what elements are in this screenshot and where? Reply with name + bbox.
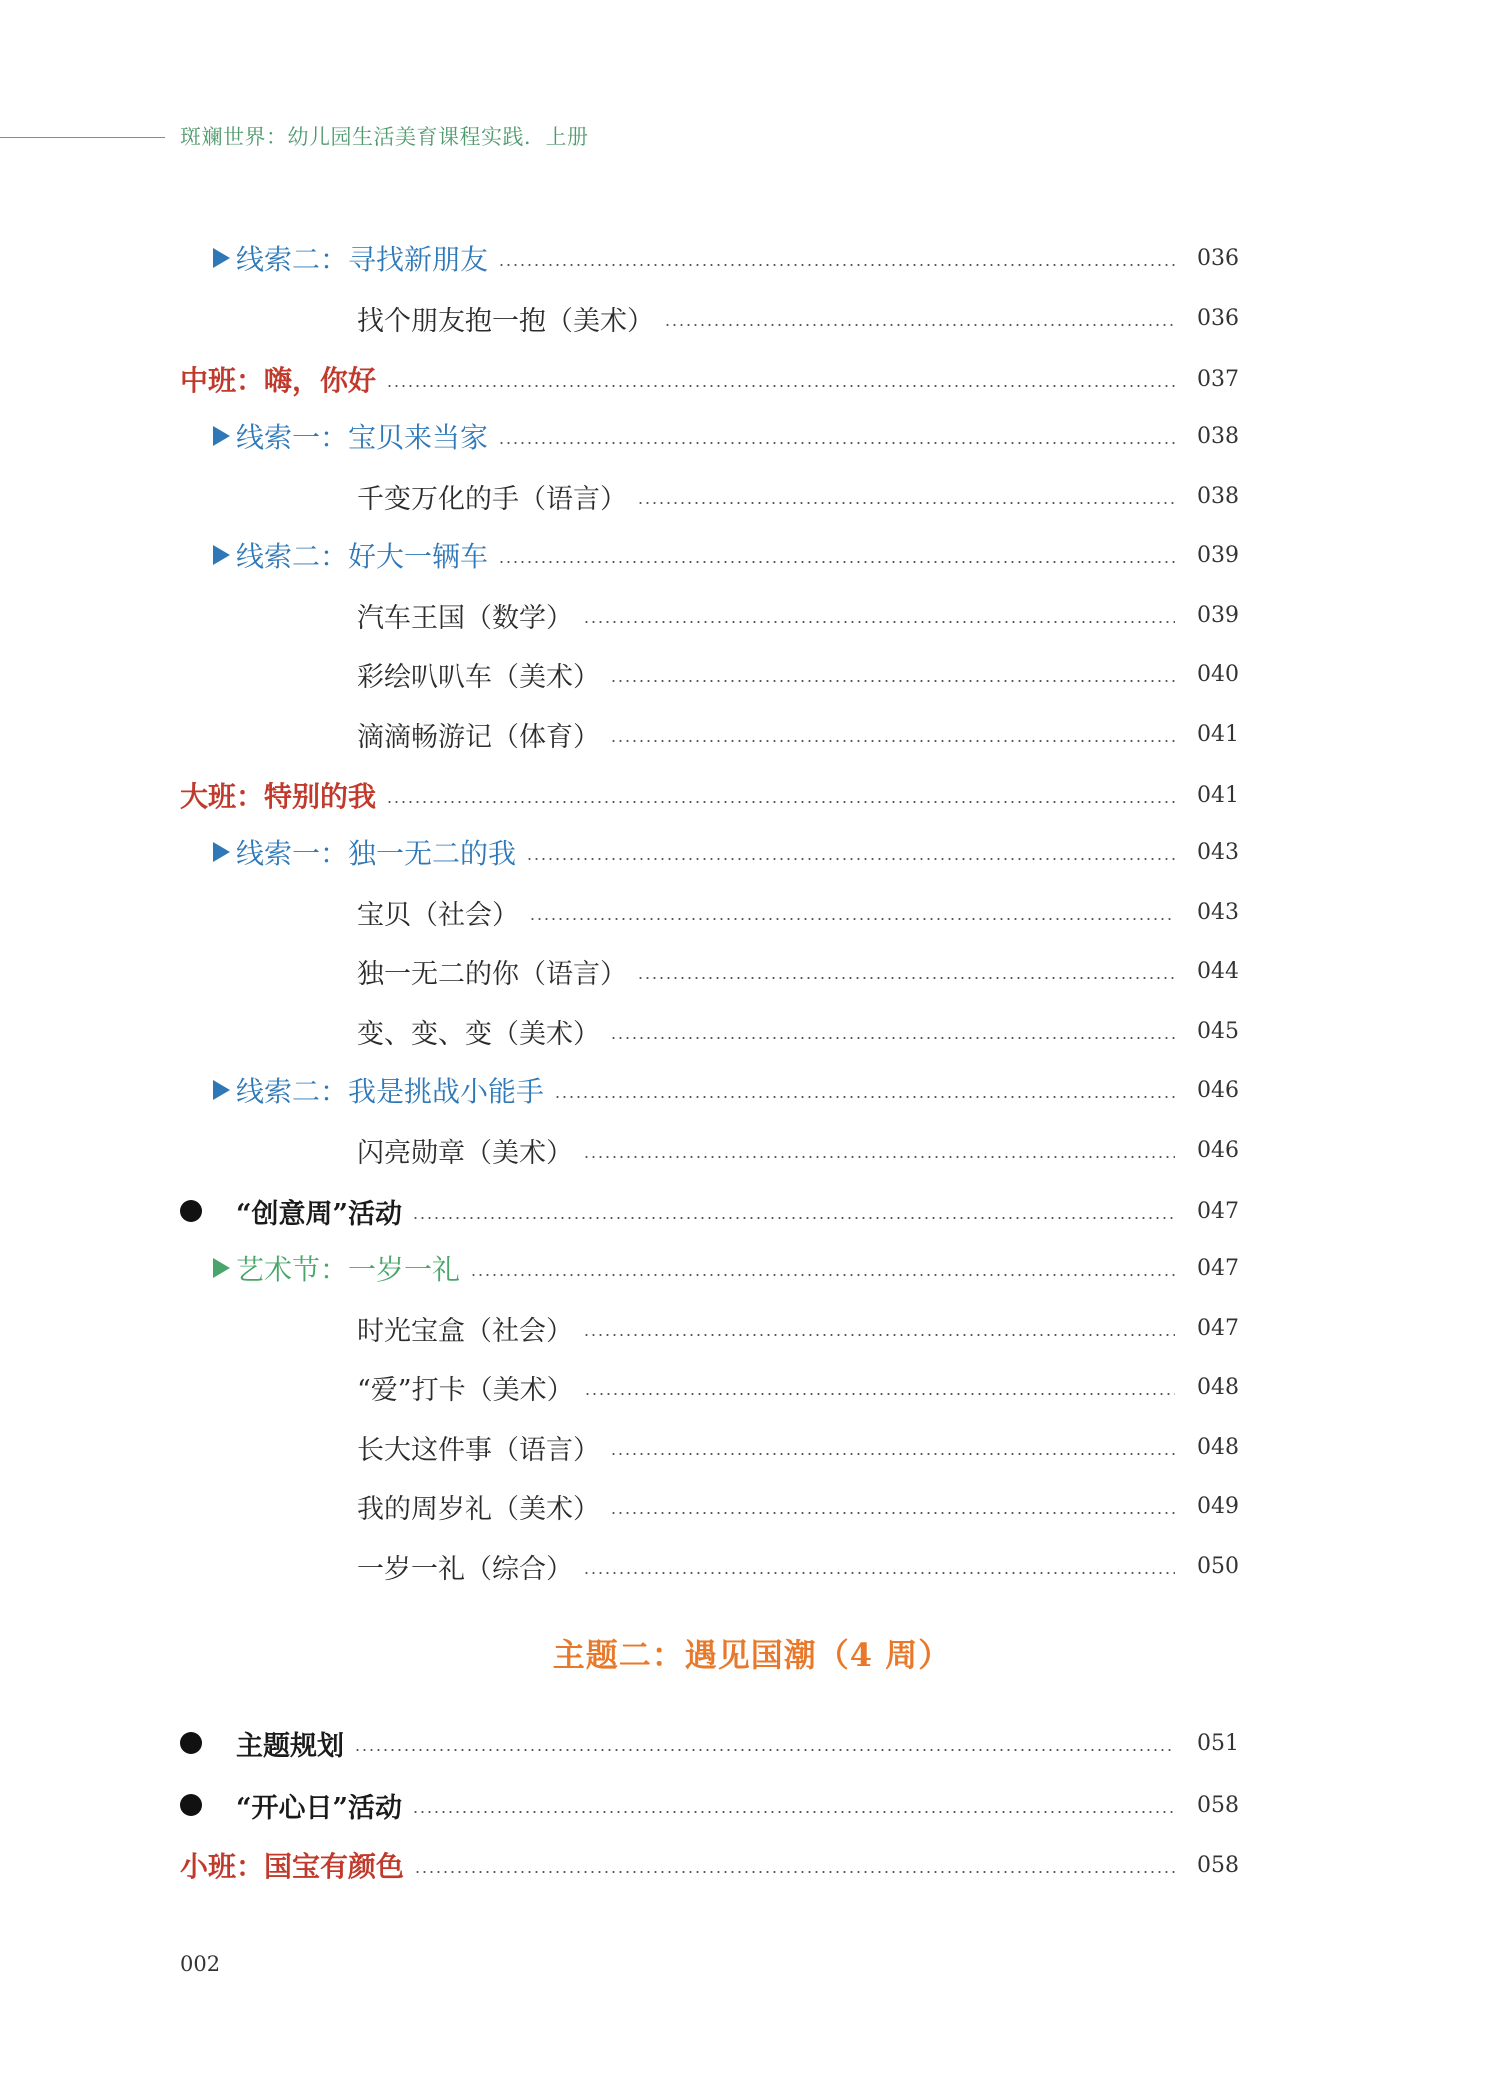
toc-entry-page-number: 036 <box>1197 305 1239 331</box>
bullet-dot-icon <box>180 1794 202 1816</box>
dot-leader <box>583 1128 1175 1172</box>
toc-entry-page-number: 046 <box>1197 1137 1239 1163</box>
toc-entry-page-number: 039 <box>1197 602 1239 628</box>
toc-entry-item[interactable] <box>0 712 1504 756</box>
toc-entry-bullet[interactable] <box>0 1783 1504 1827</box>
toc-entry-item[interactable] <box>0 1009 1504 1053</box>
page-number: 002 <box>180 1952 221 1976</box>
toc-entry-clue[interactable] <box>0 414 1504 458</box>
toc-entry-page-number: 040 <box>1197 661 1239 687</box>
toc-entry-clue[interactable] <box>0 830 1504 874</box>
triangle-arrow-icon <box>213 545 230 565</box>
toc-entry-title <box>357 1547 573 1586</box>
toc-entry-label: 线索二：好大一辆车 <box>236 540 489 573</box>
toc-entry-label: 主题规划 <box>236 1730 344 1762</box>
toc-entry-item[interactable] <box>0 1544 1504 1588</box>
toc-entry-page-number: 048 <box>1197 1374 1239 1400</box>
toc-entry-label: 大班：特别的我 <box>180 780 377 813</box>
toc-entry-page-number: 058 <box>1197 1792 1239 1818</box>
toc-entry-title <box>357 299 654 338</box>
toc-entry-page-number: 036 <box>1197 245 1239 271</box>
toc-entry-label: 闪亮勋章（美术） <box>357 1137 573 1169</box>
toc-entry-item[interactable] <box>0 296 1504 340</box>
toc-entry-title <box>180 775 376 815</box>
toc-entry-title <box>357 1012 600 1051</box>
running-header-title: 斑斓世界：幼儿园生活美育课程实践．上册 <box>180 125 589 149</box>
toc-entry-label: 变、变、变（美术） <box>357 1018 600 1050</box>
toc-entry-label: 一岁一礼（综合） <box>357 1553 573 1585</box>
toc-entry-item[interactable] <box>0 1425 1504 1469</box>
dot-leader <box>583 1306 1175 1350</box>
toc-entry-label: 线索二：寻找新朋友 <box>236 243 489 276</box>
toc-entry-page-number: 058 <box>1197 1852 1239 1878</box>
dot-leader <box>554 1068 1175 1112</box>
toc-entry-page-number: 041 <box>1197 721 1239 747</box>
dot-leader <box>637 474 1175 518</box>
toc-entry-page-number: 047 <box>1197 1315 1239 1341</box>
toc-entry-label: 线索二：我是挑战小能手 <box>236 1075 545 1108</box>
toc-entry-page-number: 051 <box>1197 1730 1239 1756</box>
triangle-arrow-icon <box>213 842 230 862</box>
toc-entry-label: 千变万化的手（语言） <box>357 483 627 515</box>
toc-entry-page-number: 041 <box>1197 782 1239 808</box>
triangle-arrow-icon <box>213 248 230 268</box>
bullet-dot-icon <box>180 1200 202 1222</box>
triangle-arrow-icon <box>213 1258 230 1278</box>
toc-entry-title <box>357 596 573 635</box>
toc-entry-item[interactable] <box>0 652 1504 696</box>
toc-entry-item[interactable] <box>0 1306 1504 1350</box>
dot-leader <box>470 1246 1175 1290</box>
toc-entry-page-number: 038 <box>1197 423 1239 449</box>
dot-leader <box>498 414 1175 458</box>
toc-entry-title <box>213 1070 544 1110</box>
toc-entry-label: “创意周”活动 <box>236 1198 403 1230</box>
toc-entry-page-number: 038 <box>1197 483 1239 509</box>
toc-entry-title <box>213 535 488 575</box>
toc-entry-title <box>213 238 488 278</box>
toc-entry-label: 汽车王国（数学） <box>357 602 573 634</box>
toc-entry-title <box>213 832 516 872</box>
toc-entry-item[interactable] <box>0 593 1504 637</box>
toc-entry-label: 我的周岁礼（美术） <box>357 1493 600 1525</box>
toc-entry-item[interactable] <box>0 474 1504 518</box>
dot-leader <box>610 1484 1175 1528</box>
toc-entry-label: 时光宝盒（社会） <box>357 1315 573 1347</box>
toc-entry-page-number: 047 <box>1197 1198 1239 1224</box>
dot-leader <box>498 533 1175 577</box>
toc-entry-title <box>180 1724 344 1763</box>
dot-leader <box>386 773 1175 817</box>
toc-entry-page-number: 043 <box>1197 839 1239 865</box>
dot-leader <box>584 1365 1175 1409</box>
triangle-arrow-icon <box>213 426 230 446</box>
dot-leader <box>412 1783 1175 1827</box>
toc-entry-title <box>357 477 627 516</box>
toc-entry-label: 彩绘叭叭车（美术） <box>357 661 600 693</box>
toc-entry-label: “爱”打卡（美术） <box>357 1374 574 1406</box>
toc-entry-clue[interactable] <box>0 236 1504 280</box>
toc-entry-label: 滴滴畅游记（体育） <box>357 721 600 753</box>
theme-heading: 主题二：遇见国潮（4 周） <box>552 1636 952 1674</box>
dot-leader <box>498 236 1175 280</box>
toc-entry-page-number: 047 <box>1197 1255 1239 1281</box>
toc-entry-label: 线索一：独一无二的我 <box>236 837 517 870</box>
toc-entry-title <box>357 952 627 991</box>
dot-leader <box>529 890 1175 934</box>
toc-entry-item[interactable] <box>0 890 1504 934</box>
toc-entry-grade[interactable] <box>0 357 1504 401</box>
toc-entry-title <box>357 1487 600 1526</box>
toc-entry-clue[interactable] <box>0 1068 1504 1112</box>
dot-leader <box>412 1189 1175 1233</box>
toc-entry-page-number: 048 <box>1197 1434 1239 1460</box>
toc-entry-title <box>180 1192 402 1231</box>
dot-leader <box>610 712 1175 756</box>
toc-entry-label: 找个朋友抱一抱（美术） <box>357 305 654 337</box>
bullet-dot-icon <box>180 1732 202 1754</box>
toc-entry-label: 小班：国宝有颜色 <box>180 1850 405 1883</box>
toc-entry-item[interactable] <box>0 1128 1504 1172</box>
dot-leader <box>386 357 1175 401</box>
toc-entry-clue[interactable] <box>0 533 1504 577</box>
toc-entry-item[interactable] <box>0 1365 1504 1409</box>
dot-leader <box>354 1721 1175 1765</box>
toc-entry-label: 中班：嗨，你好 <box>180 364 377 397</box>
toc-entry-label: 线索一：宝贝来当家 <box>236 421 489 454</box>
toc-entry-item[interactable] <box>0 1484 1504 1528</box>
toc-entry-grade[interactable] <box>0 773 1504 817</box>
dot-leader <box>610 1425 1175 1469</box>
triangle-arrow-icon <box>213 1080 230 1100</box>
toc-entry-title <box>357 655 600 694</box>
toc-entry-label: 长大这件事（语言） <box>357 1434 600 1466</box>
toc-entry-item[interactable] <box>0 949 1504 993</box>
toc-entry-art[interactable] <box>0 1246 1504 1290</box>
toc-entry-page-number: 046 <box>1197 1077 1239 1103</box>
toc-entry-grade[interactable] <box>0 1843 1504 1887</box>
toc-entry-label: 独一无二的你（语言） <box>357 958 627 990</box>
header-rule <box>0 137 165 138</box>
toc-entry-label: 艺术节：一岁一礼 <box>236 1253 461 1286</box>
toc-entry-title <box>357 893 519 932</box>
toc-entry-page-number: 039 <box>1197 542 1239 568</box>
dot-leader <box>583 1544 1175 1588</box>
toc-entry-page-number: 045 <box>1197 1018 1239 1044</box>
toc-entry-label: 宝贝（社会） <box>357 899 519 931</box>
toc-entry-title <box>180 1845 404 1885</box>
toc-entry-title <box>357 1309 573 1348</box>
toc-entry-page-number: 050 <box>1197 1553 1239 1579</box>
toc-entry-title <box>180 359 376 399</box>
toc-entry-bullet[interactable] <box>0 1721 1504 1765</box>
dot-leader <box>583 593 1175 637</box>
toc-entry-page-number: 043 <box>1197 899 1239 925</box>
dot-leader <box>664 296 1175 340</box>
toc-entry-title <box>180 1786 402 1825</box>
toc-entry-bullet[interactable] <box>0 1189 1504 1233</box>
dot-leader <box>610 1009 1175 1053</box>
dot-leader <box>414 1843 1175 1887</box>
toc-entry-page-number: 044 <box>1197 958 1239 984</box>
toc-entry-label: “开心日”活动 <box>236 1792 403 1824</box>
toc-entry-title <box>357 1368 574 1407</box>
toc-entry-page-number: 037 <box>1197 366 1239 392</box>
toc-entry-title <box>357 1131 573 1170</box>
toc-entry-title <box>213 416 488 456</box>
dot-leader <box>526 830 1175 874</box>
toc-entry-title <box>357 1428 600 1467</box>
dot-leader <box>637 949 1175 993</box>
dot-leader <box>610 652 1175 696</box>
toc-entry-title <box>357 715 600 754</box>
toc-entry-title <box>213 1248 460 1288</box>
toc-entry-page-number: 049 <box>1197 1493 1239 1519</box>
